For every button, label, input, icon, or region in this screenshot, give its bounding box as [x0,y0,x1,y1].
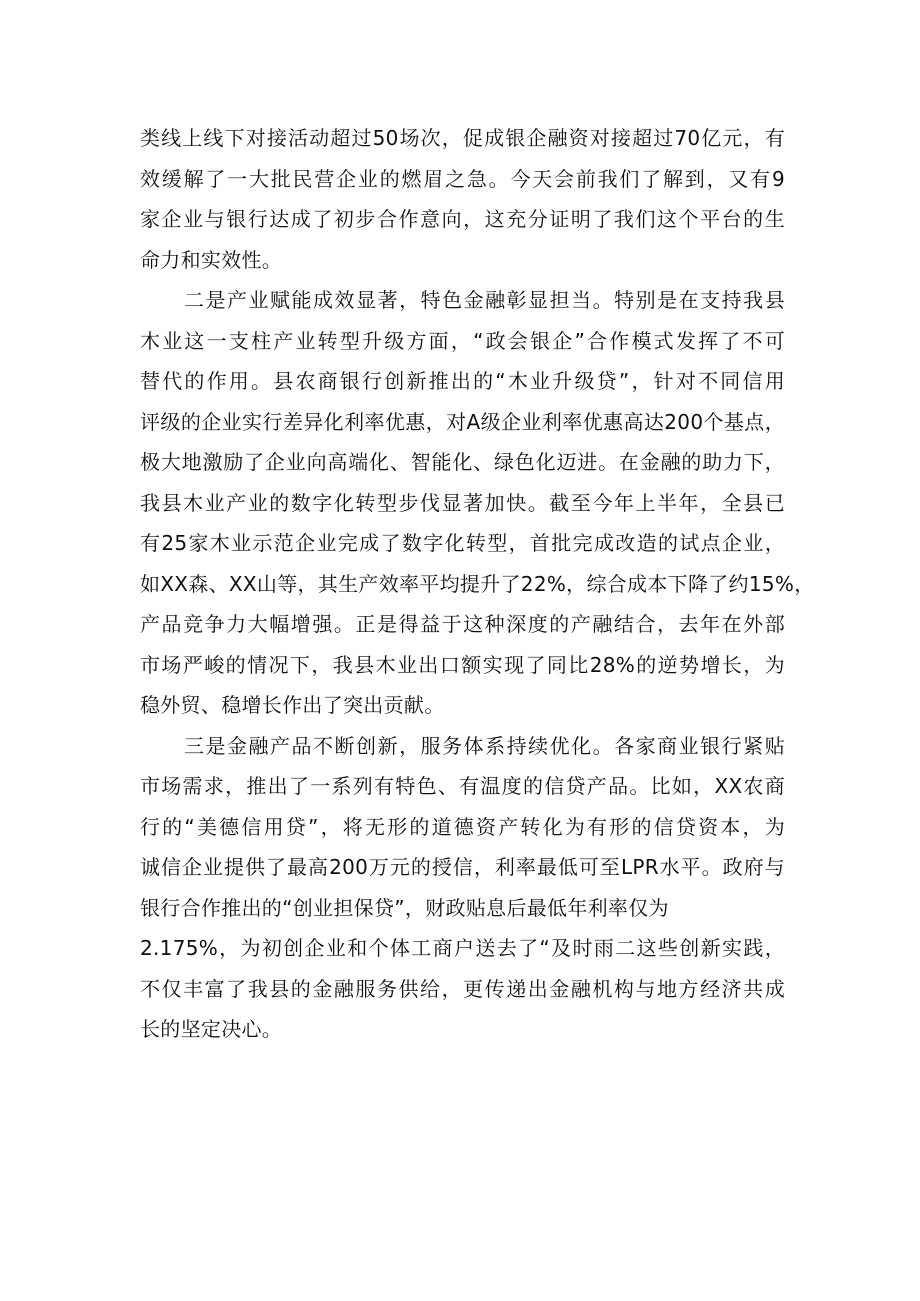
text-line: 木业这一支柱产业转型升级方面，“政会银企”合作模式发挥了不可 [140,328,785,353]
text-line: 替代的作用。县农商银行创新推出的“木业升级贷”，针对不同信用 [140,369,785,393]
text-line: 我县木业产业的数字化转型步伐显著加快。截至今年上半年，全县已 [140,490,785,515]
text-line: 命力和实效性。 [140,247,283,272]
paragraph-1 [140,118,785,280]
text-line: 家企业与银行达成了初步合作意向，这充分证明了我们这个平台的生 [140,207,785,231]
text-line: 稳外贸、稳增长作出了突出贡献。 [140,693,445,717]
text-line: 类线上线下对接活动超过50场次，促成银企融资对接超过70亿元，有 [140,126,785,150]
text-line: 评级的企业实行差异化利率优惠，对A级企业利率优惠高达200个基点， [140,409,785,434]
text-line: 二是产业赋能成效显著，特色金融彰显担当。特别是在支持我县 [184,288,785,312]
text-line: 行的“美德信用贷”，将无形的道德资产转化为有形的信贷资本，为 [140,814,785,839]
text-line: 不仅丰富了我县的金融服务供给，更传递出金融机构与地方经济共成 [140,976,785,1001]
paragraph-3 [140,726,785,1050]
document-body [140,118,815,1050]
paragraph-2 [140,280,815,726]
text-line: 产品竞争力大幅增强。正是得益于这种深度的产融结合，去年在外部 [140,612,785,636]
text-line: 效缓解了一大批民营企业的燃眉之急。今天会前我们了解到，又有9 [140,166,785,191]
text-line: 银行合作推出的“创业担保贷”，财政贴息后最低年利率仅为 [140,895,669,920]
text-line: 长的坚定决心。 [140,1017,283,1041]
text-line: 三是金融产品不断创新，服务体系持续优化。各家商业银行紧贴 [184,733,785,758]
text-line: 市场严峻的情况下，我县木业出口额实现了同比28%的逆势增长，为 [140,652,785,677]
text-line: 2.175%，为初创企业和个体工商户送去了“及时雨二这些创新实践， [140,936,785,960]
text-line: 极大地激励了企业向高端化、智能化、绿色化迈进。在金融的助力下， [140,450,785,474]
text-line: 如XX森、XX山等，其生产效率平均提升了22%，综合成本下降了约15%， [140,571,815,596]
text-line: 诚信企业提供了最高200万元的授信，利率最低可至LPR水平。政府与 [140,855,785,879]
text-line: 市场需求，推出了一系列有特色、有温度的信贷产品。比如，XX农商 [140,774,785,798]
text-line: 有25家木业示范企业完成了数字化转型，首批完成改造的试点企业， [140,531,785,555]
